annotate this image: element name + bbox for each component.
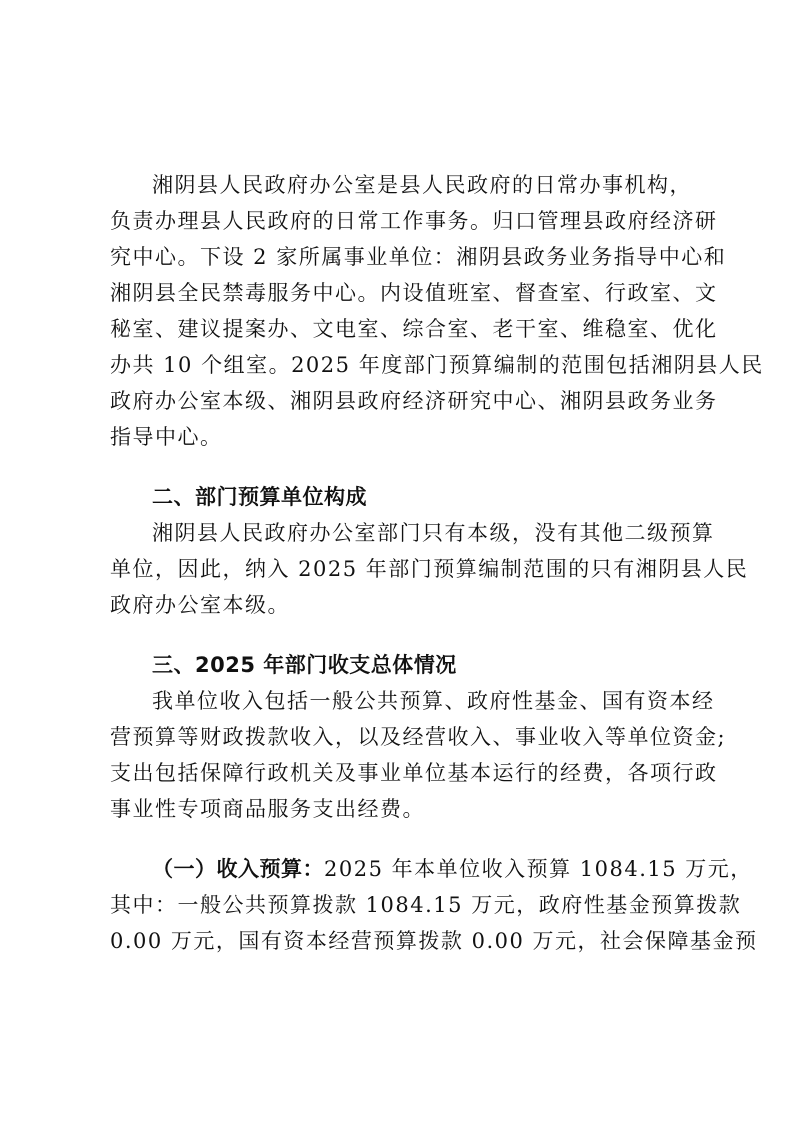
paragraph-line: 指导中心。 — [110, 425, 223, 449]
paragraph-line: 营预算等财政拨款收入，以及经营收入、事业收入等单位资金; — [110, 725, 727, 749]
paragraph-line: 湘阴县人民政府办公室是县人民政府的日常办事机构， — [152, 173, 692, 197]
paragraph-line: 办共 10 个组室。2025 年度部门预算编制的范围包括湘阴县人民 — [110, 353, 764, 377]
paragraph-line: 单位，因此，纳入 2025 年部门预算编制范围的只有湘阴县人民 — [110, 557, 749, 581]
paragraph-line: 秘室、建议提案办、文电室、综合室、老干室、维稳室、优化 — [110, 317, 718, 341]
section-heading: 二、部门预算单位构成 — [152, 485, 367, 509]
subsection-label: （一）收入预算： — [152, 857, 324, 881]
paragraph-line: 湘阴县全民禁毒服务中心。内设值班室、督查室、行政室、文 — [110, 281, 718, 305]
paragraph-line: 其中：一般公共预算拨款 1084.15 万元，政府性基金预算拨款 — [110, 893, 742, 917]
paragraph-line: 湘阴县人民政府办公室部门只有本级，没有其他二级预算 — [152, 521, 715, 545]
paragraph-line: 我单位收入包括一般公共预算、政府性基金、国有资本经 — [152, 689, 715, 713]
section-heading: 三、2025 年部门收支总体情况 — [152, 653, 457, 677]
paragraph-line: 事业性专项商品服务支出经费。 — [110, 797, 425, 821]
paragraph-line: 支出包括保障行政机关及事业单位基本运行的经费，各项行政 — [110, 761, 718, 785]
paragraph-line: 负责办理县人民政府的日常工作事务。归口管理县政府经济研 — [110, 209, 718, 233]
paragraph-line: 政府办公室本级、湘阴县政府经济研究中心、湘阴县政务业务 — [110, 389, 718, 413]
paragraph-line: 0.00 万元，国有资本经营预算拨款 0.00 万元，社会保障基金预 — [110, 929, 758, 953]
paragraph-line — [152, 857, 753, 881]
paragraph-text: 2025 年本单位收入预算 1084.15 万元， — [324, 857, 753, 881]
paragraph-line: 政府办公室本级。 — [110, 593, 290, 617]
paragraph-line: 究中心。下设 2 家所属事业单位：湘阴县政务业务指导中心和 — [110, 245, 727, 269]
